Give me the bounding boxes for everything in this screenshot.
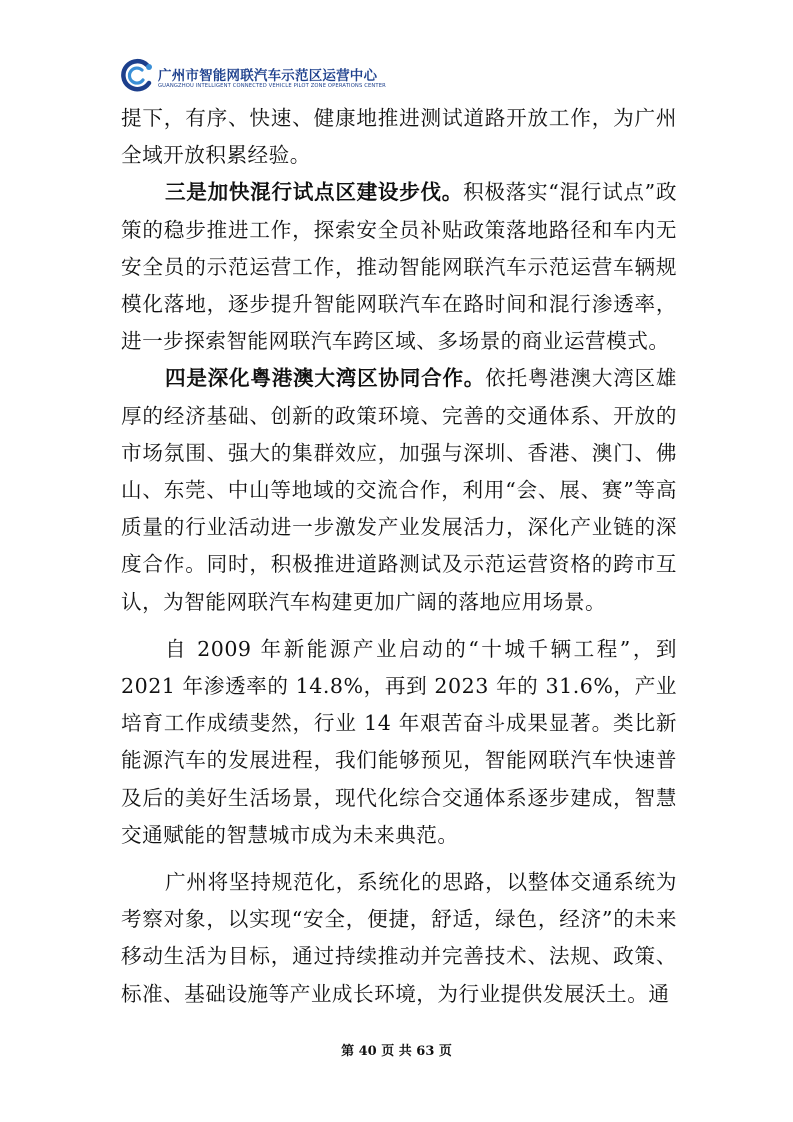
paragraph-5: [121, 864, 677, 1013]
org-logo-icon: [118, 56, 158, 96]
paragraph-4: [121, 631, 677, 854]
paragraph-3: [121, 360, 677, 620]
paragraph-text: 自 2009 年新能源产业启动的“十城千辆工程”，到 2021 年渗透率的 14.8%，再到 2023 年的 31.6%，产业培育工作成绩斐然，行业 14 年艰苦奋斗成果显著。类比新能源汽车的发展进程，我们能够预见，智能网联汽车快速普及后的美好生活场景，现代化综合交通体系逐步建成，智慧交通赋能的智慧城市成为未来典范。: [121, 636, 677, 847]
paragraph-text: 提下，有序、快速、健康地推进测试道路开放工作，为广州全域开放积累经验。: [121, 106, 677, 168]
paragraph-text: 依托粤港澳大湾区雄厚的经济基础、创新的政策环境、完善的交通体系、开放的市场氛围、强大的集群效应，加强与深圳、香港、澳门、佛山、东莞、中山等地域的交流合作，利用“会、展、赛”等高质量的行业活动进一步激发产业发展活力，深化产业链的深度合作。同时，积极推进道路测试及示范运营资格的跨市互认，为智能网联汽车构建更加广阔的落地应用场景。: [121, 366, 677, 614]
paragraph-text: 广州将坚持规范化，系统化的思路，以整体交通系统为考察对象，以实现“安全，便捷，舒适，绿色，经济”的未来移动生活为目标，通过持续推动并完善技术、法规、政策、标准、基础设施等产业成长环境，为行业提供发展沃土。通: [121, 870, 677, 1006]
paragraph-lead: 三是加快混行试点区建设步伐。: [165, 180, 464, 205]
paragraph-lead: 四是深化粤港澳大湾区协同合作。: [165, 366, 486, 391]
paragraph-text: 积极落实“混行试点”政策的稳步推进工作，探索安全员补贴政策落地路径和车内无安全员的示范运营工作，推动智能网联汽车示范运营车辆规模化落地，逐步提升智能网联汽车在路时间和混行渗透率，进一步探索智能网联汽车跨区域、多场景的商业运营模式。: [121, 180, 678, 354]
page-header: [118, 56, 498, 96]
org-name-en: GUANGZHOU INTELLIGENT CONNECTED VEHICLE PILOT ZONE OPERATIONS CENTER: [158, 83, 386, 89]
paragraph-2: [121, 174, 677, 360]
page-number: 第 40 页 共 63 页: [341, 1044, 452, 1059]
paragraph-1: [121, 100, 677, 174]
org-name-cn: 广州市智能网联汽车示范区运营中心: [158, 68, 378, 84]
body-text: [121, 100, 677, 1013]
